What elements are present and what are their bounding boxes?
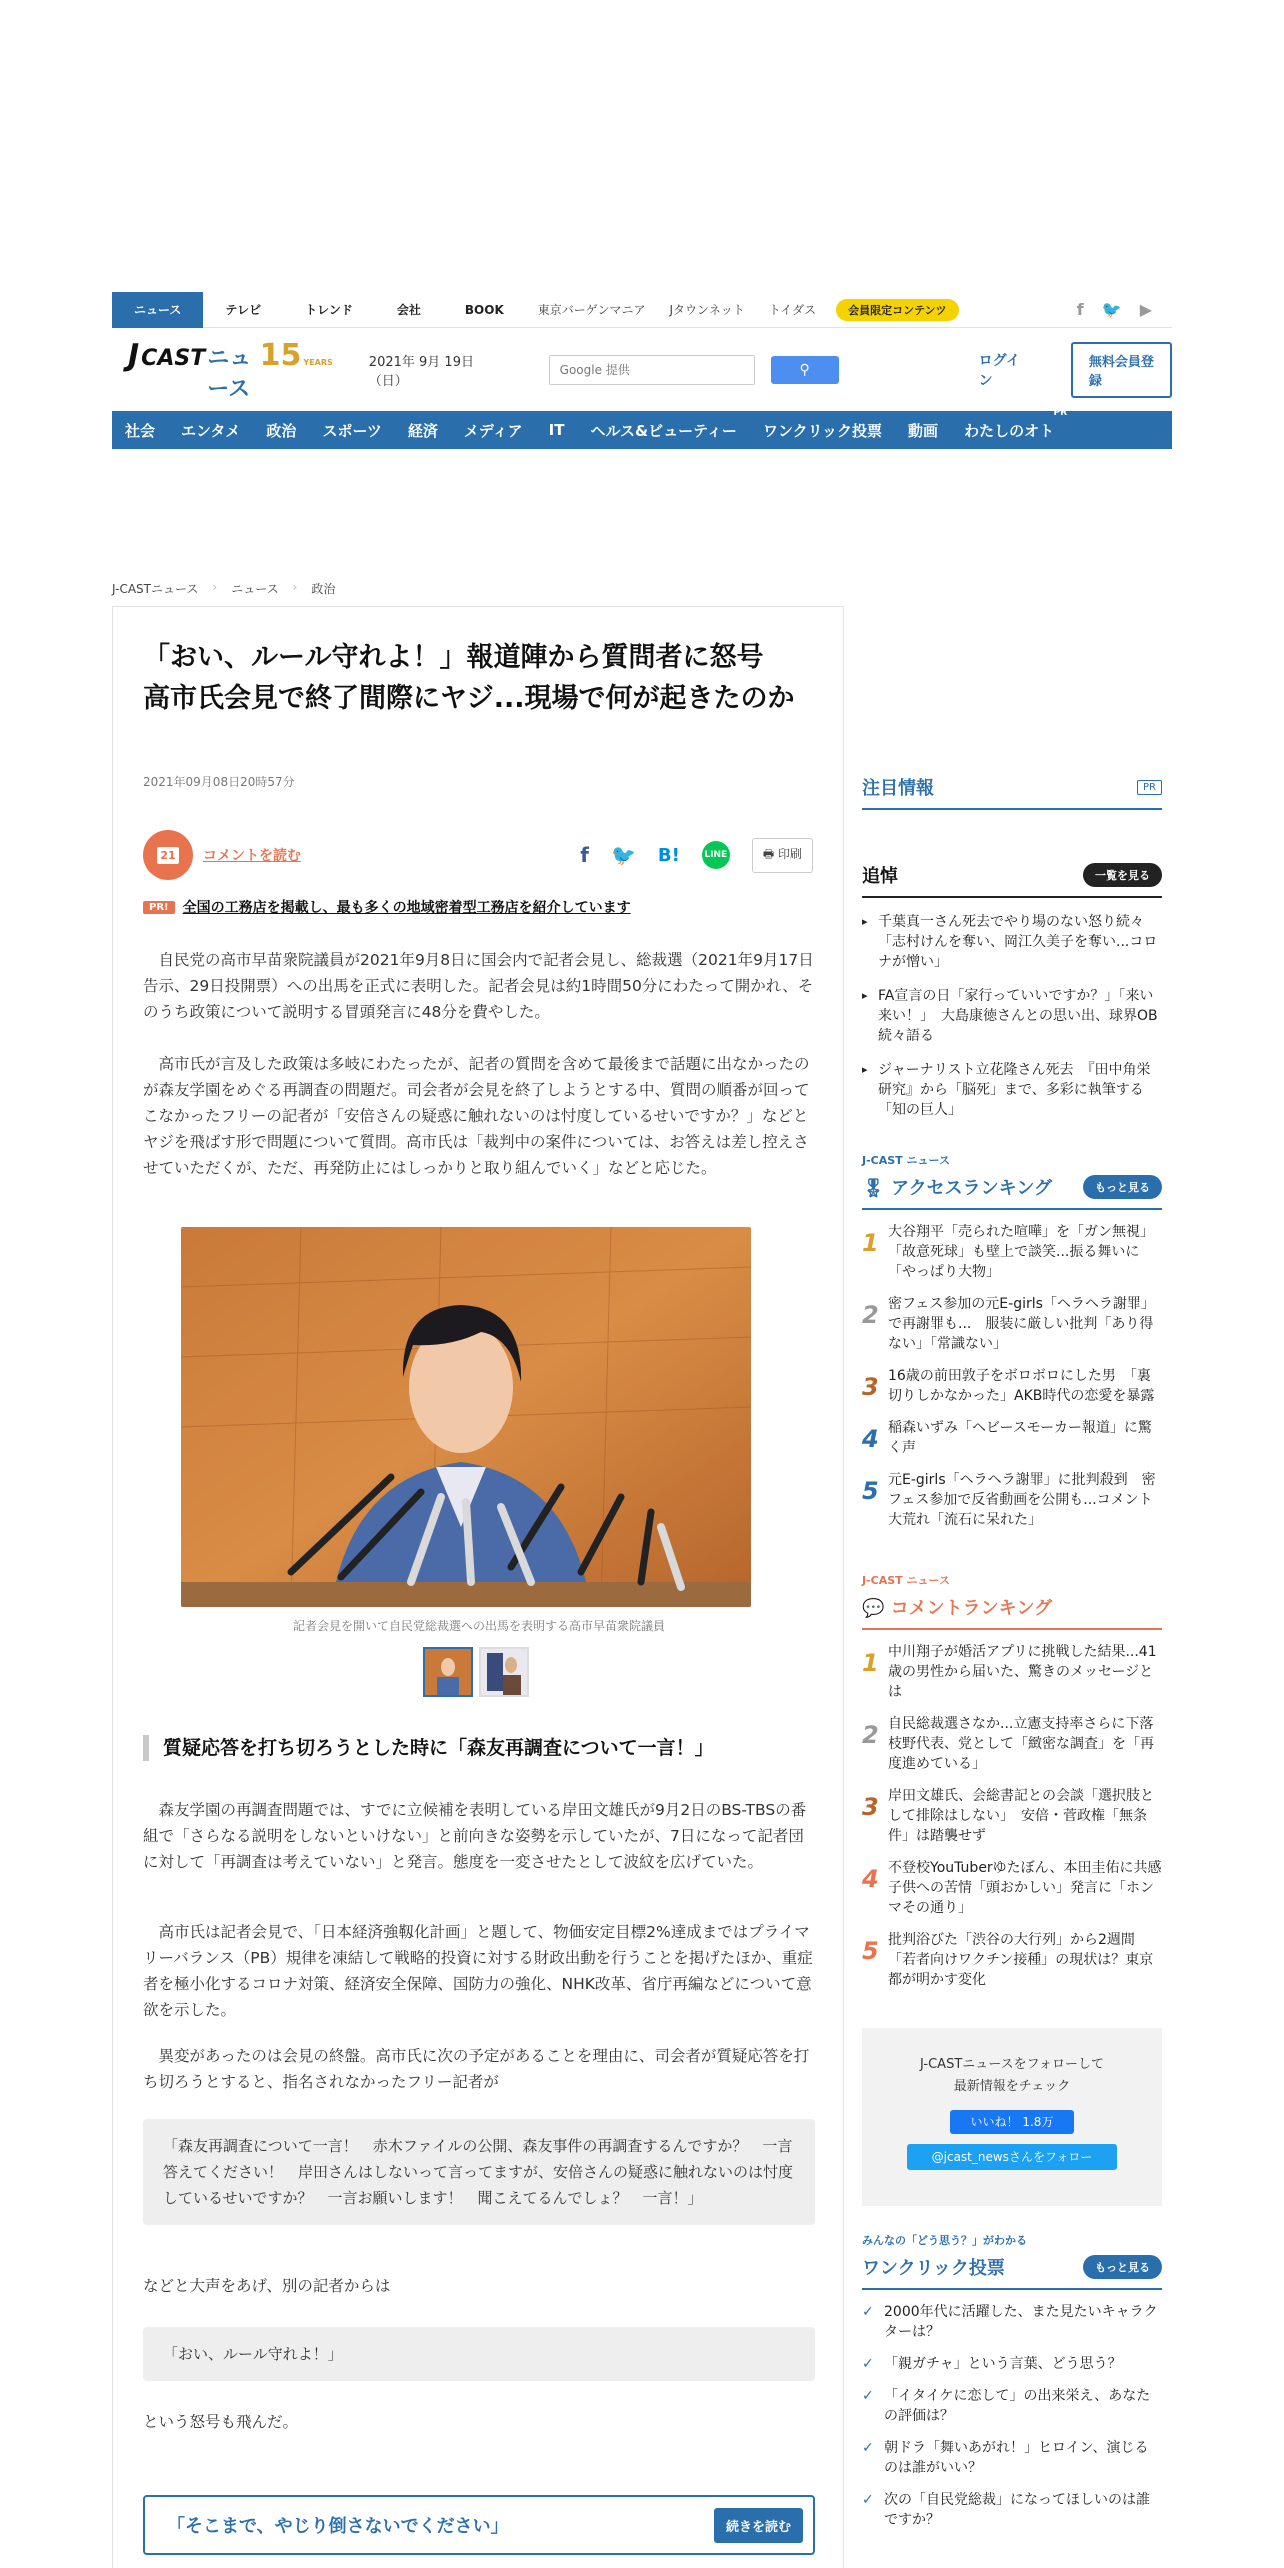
- breadcrumb-sep: ›: [212, 580, 218, 594]
- cat-it[interactable]: IT: [548, 421, 565, 439]
- site-header: [112, 337, 1172, 402]
- ranking-item[interactable]: 3 16歳の前田敦子をボロボロにした男 「裏切りしかなかった」AKB時代の恋愛を暴露: [862, 1368, 1155, 1404]
- topnav-trend[interactable]: トレンド: [305, 302, 353, 317]
- share-buttons: [580, 838, 813, 873]
- tsuito-item[interactable]: ▸ FA宣言の日「家行っていいですか？」「来い来い！」 大島康徳さんとの思い出、球界OB続々語る: [862, 986, 1162, 1046]
- cat-media[interactable]: メディア: [463, 421, 523, 440]
- poll-item[interactable]: ✓ 次の「自民党総裁」になってほしいのは誰ですか？: [862, 2490, 1162, 2530]
- youtube-icon[interactable]: ▶: [1139, 300, 1152, 319]
- cat-economy[interactable]: 経済: [407, 421, 438, 440]
- pr-link-row[interactable]: [143, 897, 631, 917]
- poll-item[interactable]: ✓ 2000年代に活躍した、また見たいキャラクターは？: [862, 2302, 1162, 2342]
- pr-badge: PR: [1137, 780, 1162, 795]
- tsuito-heading: 追悼: [862, 866, 898, 887]
- breadcrumb: [112, 580, 335, 597]
- follow-line: 最新情報をチェック: [953, 2079, 1071, 2094]
- top-nav: [112, 292, 1172, 328]
- twitter-share-icon[interactable]: 🐦: [610, 843, 636, 867]
- twitter-follow-button[interactable]: @jcast_newsさんをフォロー: [907, 2144, 1117, 2170]
- topnav-book[interactable]: BOOK: [464, 302, 504, 317]
- comment-kicker: J-CAST ニュース: [862, 1574, 950, 1587]
- cat-society[interactable]: 社会: [125, 421, 156, 440]
- topnav-toidas[interactable]: トイダス: [768, 302, 817, 317]
- tsuito-more-button[interactable]: 一覧を見る: [1083, 863, 1162, 887]
- social-links: [1077, 300, 1172, 319]
- print-button[interactable]: 🖶 印刷: [752, 838, 813, 873]
- photo-thumbnail[interactable]: [423, 1647, 473, 1697]
- oneclick-poll: [862, 2232, 1162, 2530]
- site-search: [549, 355, 839, 385]
- comment-ranking-heading: 💬 コメントランキング: [862, 1598, 1053, 1619]
- quote-block: 「森友再調査について一言！ 赤木ファイルの公開、森友事件の再調査するんですか？ 一言答えてください！ 岸田さんはしないって言ってますが、安倍さんの疑惑に触れないのは忖度しているせいですか？ 一言お願いします！ 聞こえてるんでしょ？ 一言！」: [143, 2119, 815, 2225]
- pr-link[interactable]: 全国の工務店を掲載し、最も多くの地域密着型工務店を紹介しています: [182, 900, 631, 916]
- topnav-tv[interactable]: テレビ: [225, 302, 262, 317]
- article-paragraph: 異変があったのは会見の終盤。高市氏に次の予定があることを理由に、司会者が質疑応答を打ち切ろうとすると、指名されなかったフリー記者が: [143, 2047, 810, 2091]
- article-subheading: 質疑応答を打ち切ろうとした時に「森友再調査について一言！」: [143, 1735, 714, 1761]
- cat-watashi[interactable]: わたしのオト PR: [964, 407, 1068, 440]
- facebook-icon[interactable]: f: [1076, 300, 1084, 319]
- topnav-news[interactable]: ニュース: [112, 292, 203, 328]
- tsuito-section: [862, 862, 1162, 1120]
- comment-share-bar: [143, 829, 813, 881]
- site-logo[interactable]: J CAST ニュース 15 YEARS: [128, 337, 333, 402]
- article-paragraph: 高市氏は記者会見で、「日本経済強靱化計画」と題して、物価安定目標2%達成まではプライマリーバランス（PB）規律を凍結して戦略的投資に対する財政出動を行うことを掲げたほか、重症者を極小化するコロナ対策、経済安全保障、国防力の強化、NHK改革、省庁再編などについて意欲を示した。: [143, 1923, 813, 2019]
- comment-ranking: [862, 1572, 1176, 1990]
- article-paragraph: 自民党の高市早苗衆院議員が2021年9月8日に国会内で記者会見し、総裁選（2021年9月17日告示、29日投開票）への出馬を正式に表明した。記者会見は約1時間50分にわたって開かれ、そのうち政策について説明する冒頭発言に48分を費やした。: [143, 951, 814, 1021]
- continue-reading-banner[interactable]: [143, 2495, 815, 2555]
- printer-icon: 🖶: [762, 846, 778, 861]
- search-input[interactable]: Google 提供: [549, 355, 755, 385]
- article-paragraph: などと大声をあげ、別の記者からは: [143, 2277, 391, 2295]
- facebook-like-button[interactable]: いいね！ 1.8万: [950, 2110, 1074, 2134]
- search-icon: ⚲: [799, 362, 810, 378]
- category-nav: [112, 407, 1172, 449]
- thumbnail-image: [481, 1649, 527, 1695]
- ranking-item[interactable]: 2 密フェス参加の元E-girls「ヘラヘラ謝罪」で再謝罪も... 服装に厳しい批判「あり得ない」「常識ない」: [862, 1296, 1155, 1352]
- quote-block: 「おい、ルール守れよ！」: [143, 2327, 815, 2381]
- article-paragraph: という怒号も飛んだ。: [143, 2413, 299, 2431]
- breadcrumb-home[interactable]: J-CASTニュース: [112, 582, 199, 596]
- thumbnail-image: [425, 1649, 471, 1695]
- ranking-item[interactable]: 5 元E-girls「ヘラヘラ謝罪」に批判殺到 密フェス参加で反省動画を公開も...コメント大荒れ「流石に呆れた」: [862, 1472, 1156, 1528]
- ranking-item[interactable]: 3 岸田文雄氏、会総書記との会談「選択肢として排除はしない」 安倍・菅政権「無条件」は踏襲せず: [862, 1788, 1154, 1844]
- tsuito-item[interactable]: ▸ 千葉真一さん死去でやり場のない怒り続々「志村けんを奪い、岡江久美子を奪い...コロナが憎い」: [862, 912, 1162, 972]
- tsuito-item[interactable]: ▸ ジャーナリスト立花隆さん死去 『田中角栄研究』から「脳死」まで、多彩に執筆する「知の巨人」: [862, 1060, 1162, 1120]
- featured-section: [862, 774, 1162, 810]
- breadcrumb-politics[interactable]: 政治: [311, 582, 336, 596]
- topnav-company[interactable]: 会社: [396, 302, 421, 317]
- photo-thumbnails: [423, 1647, 529, 1697]
- poll-item[interactable]: ✓ 「イタイケに恋して」の出来栄え、あなたの評価は？: [862, 2386, 1162, 2426]
- access-ranking-heading: 🎖 アクセスランキング: [862, 1178, 1053, 1199]
- continue-teaser: 「そこまで、やじり倒さないでください」: [167, 2516, 509, 2537]
- register-button[interactable]: 無料会員登録: [1071, 342, 1172, 398]
- hatena-bookmark-icon[interactable]: B!: [657, 844, 680, 866]
- article-photo[interactable]: [181, 1227, 751, 1607]
- article-paragraph: 高市氏が言及した政策は多岐にわたったが、記者の質問を含めて最後まで話題に出なかったのが森友学園をめぐる再調査の問題だ。司会者が会見を終了しようとする中、質問の順番が回ってこなかったフリーの記者が「安倍さんの疑惑に触れないのは忖度しているせいですか？」などとヤジを飛ばす形で問題について質問。高市氏は「裁判中の案件については、お答えは差し控えさせていただくが、ただ、再発防止にはしっかりと取り組んでいく」などと応じた。: [143, 1055, 810, 1177]
- poll-more-button[interactable]: もっと見る: [1083, 2255, 1162, 2279]
- follow-box: [862, 2028, 1162, 2206]
- line-share-icon[interactable]: LINE: [702, 841, 730, 869]
- facebook-share-icon[interactable]: f: [580, 843, 589, 867]
- ranking-item[interactable]: 1 中川翔子が婚活アプリに挑戦した結果...41歳の男性から届いた、驚きのメッセージとは: [862, 1644, 1157, 1700]
- photo-thumbnail[interactable]: [479, 1647, 529, 1697]
- ranking-item[interactable]: 4 稲森いずみ「ヘビースモーカー報道」に驚く声: [862, 1420, 1152, 1456]
- breadcrumb-sep: ›: [292, 580, 298, 594]
- topnav-bargain[interactable]: 東京バーゲンマニア: [537, 302, 646, 317]
- cat-entertainment[interactable]: エンタメ: [181, 421, 241, 440]
- ranking-item[interactable]: 1 大谷翔平「売られた喧嘩」を「ガン無視」 「故意死球」も壁上で談笑...振る舞いに「やっぱり大物」: [862, 1224, 1161, 1280]
- article-date: 2021年09月08日20時57分: [143, 775, 295, 789]
- read-comments-link[interactable]: コメントを読む: [203, 848, 301, 864]
- pr-tag: PR!: [143, 901, 175, 914]
- cat-politics[interactable]: 政治: [266, 421, 297, 440]
- follow-line: J-CASTニュースをフォローして: [920, 2057, 1104, 2072]
- current-date: 2021年 9月 19日 （日）: [368, 355, 474, 389]
- featured-heading: 注目情報: [862, 778, 934, 799]
- pr-label: PR: [1053, 407, 1068, 418]
- cat-oneclick[interactable]: ワンクリック投票: [762, 421, 883, 440]
- press-conference-photo: [181, 1227, 751, 1607]
- poll-item[interactable]: ✓ 「親ガチャ」という言葉、どう思う？: [862, 2354, 1162, 2374]
- medal-icon: 🎖: [862, 1178, 892, 1199]
- cat-health[interactable]: ヘルス&ビューティー: [590, 421, 737, 440]
- access-more-button[interactable]: もっと見る: [1083, 1175, 1162, 1199]
- access-ranking: [862, 1152, 1162, 1530]
- topnav-jtown[interactable]: Jタウンネット: [669, 302, 745, 317]
- ranking-item[interactable]: 5 批判浴びた「渋谷の大行列」から2週間「若者向けワクチン接種」の現状は？東京都が明かす変化: [862, 1932, 1154, 1988]
- comment-count: 21: [157, 847, 179, 864]
- cat-video[interactable]: 動画: [908, 421, 939, 440]
- poll-heading: ワンクリック投票: [862, 2258, 1005, 2279]
- speech-bubble-icon: 💬: [862, 1598, 891, 1619]
- search-button[interactable]: [771, 356, 839, 384]
- cat-sports[interactable]: スポーツ: [322, 421, 382, 440]
- article-title: 「おい、ルール守れよ！」報道陣から質問者に怒号 高市氏会見で終了間際にヤジ...現場で何が起きたのか: [143, 642, 795, 714]
- article-paragraph: 森友学園の再調査問題では、すでに立候補を表明している岸田文雄氏が9月2日のBS-TBSの番組で「さらなる説明をしないといけない」と前向きな姿勢を示していたが、7日になって記者団に対して「再調査は考えていない」と発言。態度を一変させたとして波紋を広げていた。: [143, 1801, 807, 1871]
- access-kicker: J-CAST ニュース: [862, 1154, 950, 1167]
- photo-caption: 記者会見を開いて自民党総裁選への出馬を表明する高市早苗衆院議員: [292, 1619, 665, 1633]
- member-content-badge[interactable]: 会員限定コンテンツ: [836, 299, 958, 321]
- poll-kicker: みんなの「どう思う？」がわかる: [862, 2234, 1027, 2247]
- ranking-item[interactable]: 2 自民総裁選さなか...立憲支持率さらに下落 枝野代表、党として「緻密な調査」を「再度進めている」: [862, 1716, 1168, 1772]
- article-card: [112, 606, 844, 2568]
- ranking-item[interactable]: 4 不登校YouTuberゆたぼん、本田圭佑に共感 子供への苦情「頭おかしい」発言に「ホンマその通り」: [862, 1860, 1176, 1916]
- twitter-icon[interactable]: 🐦: [1101, 300, 1122, 319]
- comment-bubble-icon[interactable]: [143, 830, 193, 880]
- poll-item[interactable]: ✓ 朝ドラ「舞いあがれ！」ヒロイン、演じるのは誰がいい？: [862, 2438, 1162, 2478]
- continue-button[interactable]: 続きを読む: [714, 2508, 803, 2543]
- breadcrumb-news[interactable]: ニュース: [231, 582, 279, 596]
- login-link[interactable]: ログイン: [978, 353, 1020, 389]
